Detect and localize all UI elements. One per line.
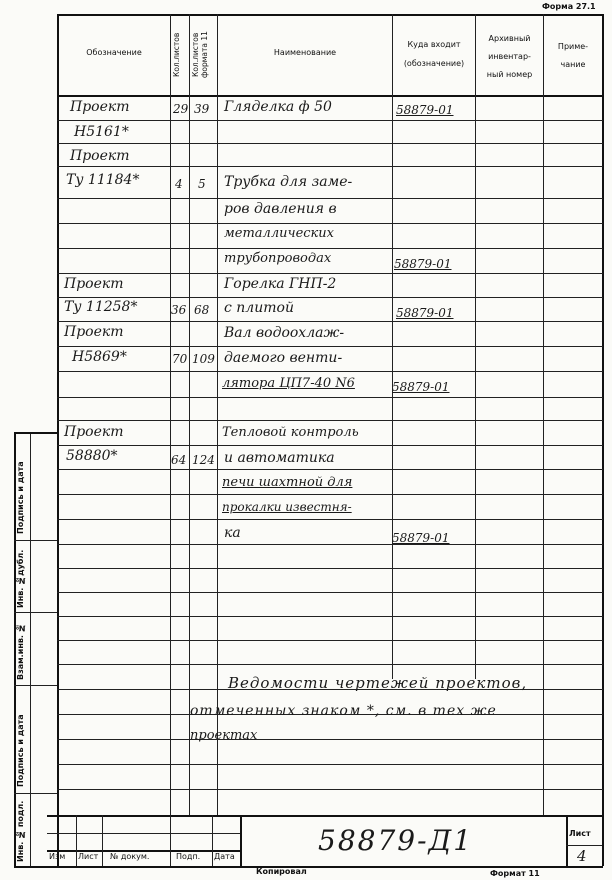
row-line (57, 420, 603, 421)
sheet-label: Лист (569, 829, 591, 838)
header-archive-3: ный номер (486, 70, 533, 79)
row-sheets: 4 (175, 177, 183, 191)
row-where: 58879-01 (394, 257, 452, 271)
row-designation: Н5161* (74, 124, 129, 140)
row-line (57, 143, 603, 144)
row-name: Горелка ГНП-2 (224, 276, 337, 292)
header-designation: Обозначение (86, 48, 142, 57)
row-designation: Проект (64, 324, 124, 340)
row-sheets: 70 (172, 352, 188, 366)
row-line (57, 789, 603, 790)
row-line (57, 664, 603, 665)
row-line (57, 544, 603, 545)
stamp-col (102, 815, 103, 866)
copied-label: Копировал (256, 867, 307, 876)
stamp-col-sign: Подп. (176, 852, 201, 861)
row-line (57, 739, 603, 740)
row-name: трубопроводах (224, 251, 332, 266)
row-sheets-f11: 124 (192, 453, 215, 467)
stamp-col (76, 815, 77, 866)
row-designation: Проект (64, 276, 124, 292)
col-line-3b (217, 679, 218, 815)
stamp-top (47, 815, 603, 817)
row-name: Гляделка ф 50 (224, 99, 332, 115)
side-label-sign-date-1: Подпись и дата (16, 714, 25, 787)
stamp-col (212, 815, 213, 866)
form-label: Форма 27.1 (542, 2, 596, 11)
side-strip-line (14, 793, 57, 794)
stamp-col (566, 815, 568, 866)
row-sheets-f11: 5 (198, 177, 206, 191)
row-line (57, 469, 603, 470)
row-designation: Проект (70, 148, 130, 164)
row-line (57, 223, 603, 224)
row-name: с плитой (224, 300, 294, 316)
row-where: 58879-01 (396, 103, 454, 117)
row-line (57, 764, 603, 765)
row-designation: Ту 11258* (64, 299, 138, 315)
sheet-number: 4 (577, 847, 587, 865)
col-line-1b (170, 679, 171, 815)
row-line (57, 248, 603, 249)
row-sheets-f11: 39 (194, 102, 210, 116)
row-name: прокалки известня- (222, 500, 352, 514)
side-label-vzam-inv: Взам.инв. № (16, 623, 25, 680)
row-line (57, 640, 603, 641)
row-line (57, 321, 603, 322)
footnote-line-2: отмеченных знаком *, см. в тех же (190, 703, 497, 719)
row-where: 58879-01 (392, 380, 450, 394)
row-line (57, 198, 603, 199)
row-line (57, 120, 603, 121)
document-code: 58879-Д1 (318, 824, 474, 857)
row-line (57, 397, 603, 398)
header-divider (57, 95, 603, 97)
stamp-col-date: Дата (214, 852, 235, 861)
side-strip-line (14, 685, 57, 686)
side-strip-inner (30, 432, 31, 866)
side-strip-line (14, 540, 57, 541)
row-name: лятора ЦП7-40 N6 (222, 376, 355, 391)
header-sheet-count: Кол.листов (172, 32, 181, 78)
format-label: Формат 11 (490, 869, 540, 878)
side-strip-line (14, 612, 57, 613)
header-note-2: чание (560, 60, 586, 69)
header-where-1: Куда входит (407, 40, 461, 49)
side-label-inv-dubl: Инв. №дубл. (16, 549, 25, 608)
row-name: печи шахтной для (222, 475, 353, 490)
row-line (57, 346, 603, 347)
row-name: Тепловой контроль (222, 425, 359, 440)
row-sheets-f11: 68 (194, 303, 210, 317)
stamp-line (566, 845, 602, 846)
row-line (57, 445, 603, 446)
header-name: Наименование (273, 48, 337, 57)
row-name: металлических (224, 226, 335, 241)
row-sheets: 36 (171, 303, 187, 317)
row-name: ка (224, 525, 241, 541)
row-name: даемого венти- (224, 350, 343, 366)
row-designation: Ту 11184* (66, 172, 140, 188)
row-where: 58879-01 (396, 306, 454, 320)
row-line (57, 494, 603, 495)
row-where: 58879-01 (392, 531, 450, 545)
header-archive-2: инвентар- (488, 52, 531, 61)
row-designation: Проект (70, 99, 130, 115)
row-line (57, 519, 603, 520)
stamp-col-izm: Изм (49, 852, 66, 861)
row-line (57, 568, 603, 569)
header-archive-1: Архивный (488, 34, 531, 43)
header-sheet-count-format: Кол.листов формата 11 (191, 31, 209, 79)
row-line (57, 616, 603, 617)
header-note-1: Приме- (557, 42, 589, 51)
frame-top (57, 14, 603, 16)
row-line (57, 166, 603, 167)
row-line (57, 371, 603, 372)
row-sheets-f11: 109 (192, 352, 215, 366)
header-where-2: (обозначение) (403, 59, 465, 68)
row-designation: Проект (64, 424, 124, 440)
footnote-line-1: Ведомости чертежей проектов, (228, 674, 528, 692)
stamp-col-list: Лист (78, 852, 99, 861)
row-sheets: 29 (173, 102, 189, 116)
row-line (57, 297, 603, 298)
row-name: Трубка для заме- (224, 174, 353, 190)
stamp-col (170, 815, 171, 866)
stamp-col (240, 815, 242, 866)
row-name: и автоматика (224, 450, 335, 466)
row-name: ров давления в (224, 201, 337, 217)
col-line-2b (189, 679, 190, 815)
side-label-inv-podl: Инв. № подл. (16, 800, 25, 862)
frame-bottom (14, 866, 603, 868)
row-line (57, 273, 603, 274)
side-label-sign-date-2: Подпись и дата (16, 461, 25, 534)
footnote-line-3: проектах (190, 728, 258, 743)
row-designation: 58880* (66, 448, 118, 464)
side-strip-top (14, 432, 57, 434)
row-sheets: 64 (171, 453, 187, 467)
col-line-6b (543, 679, 544, 815)
row-line (57, 592, 603, 593)
stamp-col-doc: № докум. (110, 852, 150, 861)
row-designation: Н5869* (72, 349, 127, 365)
row-name: Вал водоохлаж- (224, 325, 345, 341)
